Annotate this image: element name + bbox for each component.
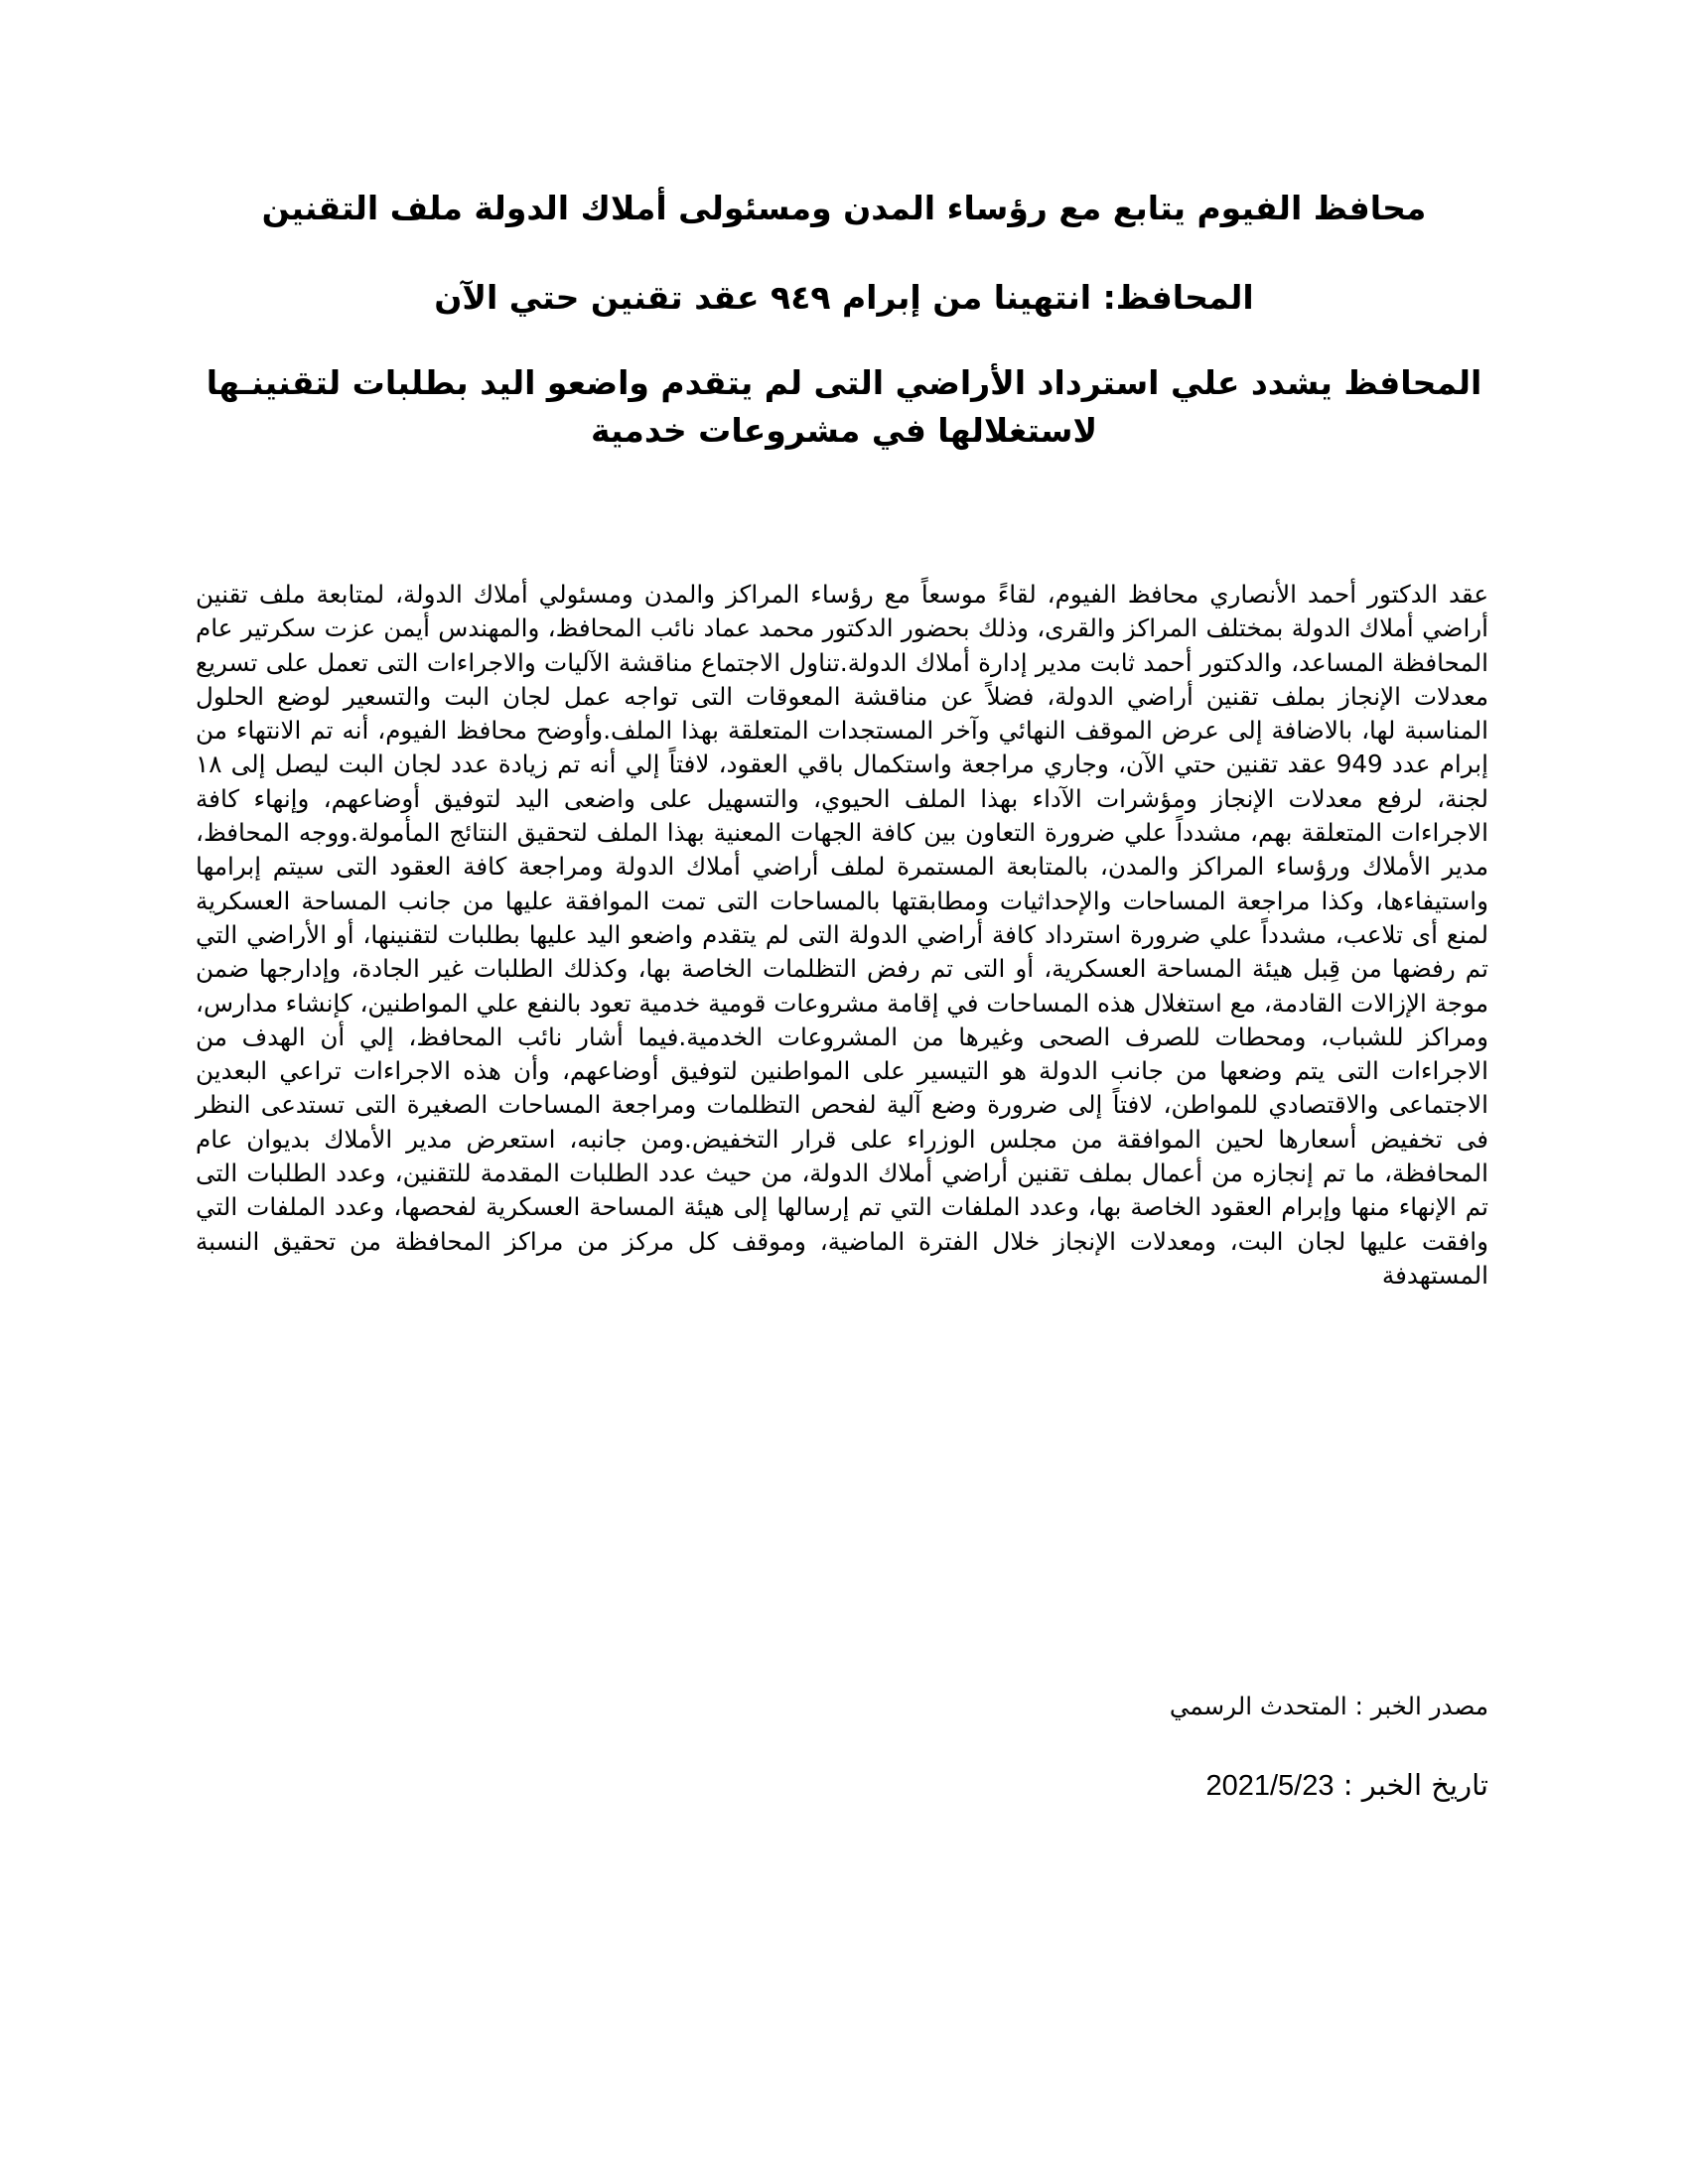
article-body: عقد الدكتور أحمد الأنصاري محافظ الفيوم، لقاءً موسعاً مع رؤساء المراكز والمدن ومسئولي أملاك الدولة، لمتابعة ملف تقنين أراضي أملاك الدولة بمختلف المراكز والقرى، وذلك بحضور الدكتور محمد عماد نائب المحافظ، والمهندس أيمن عزت سكرتير عام المحافظة المساعد، والدكتور أحمد ثابت مدير إدارة أملاك الدولة.تناول الاجتماع مناقشة الآليات والاجراءات التى تعمل على تسريع معدلات الإنجاز بملف تقنين أراضي الدولة، فضلاً عن مناقشة المعوقات التى تواجه عمل لجان البت والتسعير لوضع الحلول المناسبة لها، بالاضافة إلى عرض الموقف النهائي وآخر المستجدات المتعلقة بهذا الملف.وأوضح محافظ الفيوم، أنه تم الانتهاء من إبرام عدد 949 عقد تقنين حتي الآن، وجاري مراجعة واستكمال باقي العقود، لافتاً إلي أنه تم زيادة عدد لجان البت ليصل إلى ١٨ لجنة، لرفع معدلات الإنجاز ومؤشرات الآداء بهذا الملف الحيوي، والتسهيل على واضعى اليد لتوفيق أوضاعهم، وإنهاء كافة الاجراءات المتعلقة بهم، مشدداً علي ضرورة التعاون بين كافة الجهات المعنية بهذا الملف لتحقيق النتائج المأمولة.ووجه المحافظ، مدير الأملاك ورؤساء المراكز والمدن، بالمتابعة المستمرة لملف أراضي أملاك الدولة ومراجعة كافة العقود التى سيتم إبرامها واستيفاءها، وكذا مراجعة المساحات والإحداثيات ومطابقتها بالمساحات التى تمت الموافقة عليها من جانب المساحة العسكرية لمنع أى تلاعب، مشدداً علي ضرورة استرداد كافة أراضي الدولة التى لم يتقدم واضعو اليد عليها بطلبات لتقنينها، أو الأراضي التي تم رفضها من قِبل هيئة المساحة العسكرية، أو التى تم رفض التظلمات الخاصة بها، وكذلك الطلبات غير الجادة، وإدارجها ضمن موجة الإزالات القادمة، مع استغلال هذه المساحات في إقامة مشروعات قومية خدمية تعود بالنفع علي المواطنين، كإنشاء مدارس، ومراكز للشباب، ومحطات للصرف الصحى وغيرها من المشروعات الخدمية.فيما أشار نائب المحافظ، إلي أن الهدف من الاجراءات التى يتم وضعها من جانب الدولة هو التيسير على المواطنين لتوفيق أوضاعهم، وأن هذه الاجراءات تراعي البعدين الاجتماعى والاقتصادي للمواطن، لافتاً إلى ضرورة وضع آلية لفحص التظلمات ومراجعة المساحات الصغيرة التى تستدعى النظر فى تخفيض أسعارها لحين الموافقة من مجلس الوزراء على قرار التخفيض.ومن جانبه، استعرض مدير الأملاك بديوان عام المحافظة، ما تم إنجازه من أعمال بملف تقنين أراضي أملاك الدولة، من حيث عدد الطلبات المقدمة للتقنين، وعدد الطلبات التى تم الإنهاء منها وإبرام العقود الخاصة بها، وعدد الملفات التي تم إرسالها إلى هيئة المساحة العسكرية لفحصها، وعدد الملفات التي وافقت عليها لجان البت، ومعدلات الإنجاز خلال الفترة الماضية، وموقف كل مركز من مراكز المحافظة من تحقيق النسبة المستهدفة [196,580,1488,1290]
news-source: مصدر الخبر : المتحدث الرسمي [1169,1692,1488,1720]
headline-main: محافظ الفيوم يتابع مع رؤساء المدن ومسئولى أملاك الدولة ملف التقنين [261,189,1427,227]
headline-sub: المحافظ: انتهينا من إبرام ٩٤٩ عقد تقنين حتي الآن [434,278,1254,317]
news-date [196,1765,1488,1806]
headline-third: المحافظ يشدد علي استرداد الأراضي التى لم يتقدم واضعو اليد بطلبات لتقنينـها لاستغلالها في مشروعات خدمية [206,363,1482,450]
news-date-value: 2021/5/23 [1205,1770,1335,1802]
news-date-label: تاريخ الخبر : [1334,1768,1488,1802]
headline-block [189,185,1499,455]
